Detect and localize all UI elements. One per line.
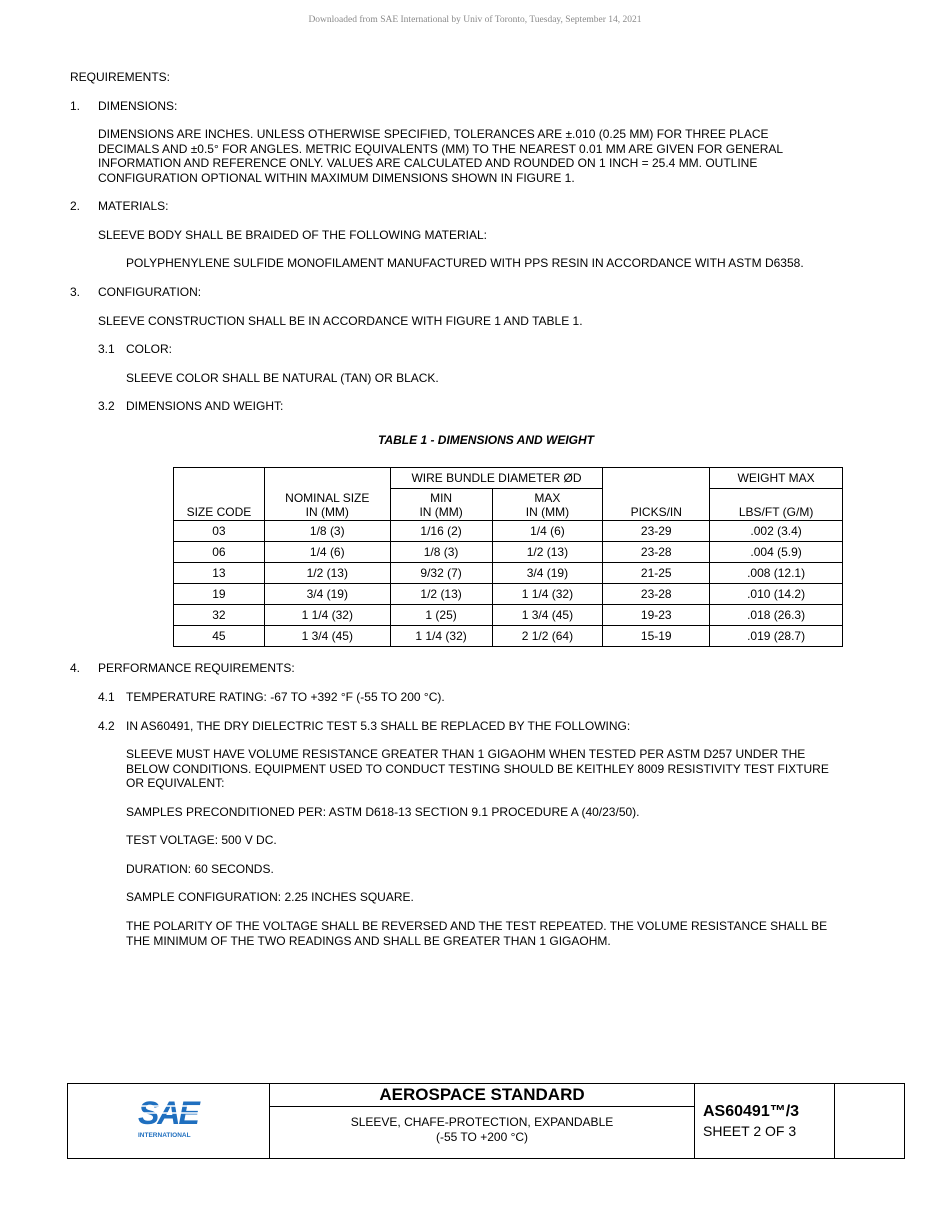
- nominal-size-header-line-1: NOMINAL SIZE: [285, 491, 370, 505]
- logo-cell: [68, 1084, 270, 1158]
- test-voltage-text: TEST VOLTAGE: 500 V DC.: [126, 833, 277, 847]
- size-code-header: SIZE CODE: [174, 489, 265, 521]
- section-1-number: 1.: [70, 99, 81, 113]
- polarity-line: THE POLARITY OF THE VOLTAGE SHALL BE REVERSED AND THE TEST REPEATED. THE VOLUME RESISTANCE SHALL BE: [126, 919, 828, 933]
- table-row: [174, 626, 843, 647]
- weight-unit-header: LBS/FT (G/M): [710, 489, 843, 521]
- section-1-title: DIMENSIONS:: [98, 99, 178, 113]
- logo-text: SAE: [138, 1095, 198, 1131]
- nominal-size-header: [264, 489, 390, 521]
- logo-subtext: INTERNATIONAL: [138, 1132, 191, 1139]
- volume-resistance-line: BELOW CONDITIONS. EQUIPMENT USED TO CONDUCT TESTING SHOULD BE KEITHLEY 8009 RESISTIVITY TEST FIXTURE: [126, 761, 829, 776]
- section-3-1-text: SLEEVE COLOR SHALL BE NATURAL (TAN) OR BLACK.: [126, 371, 439, 385]
- download-watermark: Downloaded from SAE International by Univ of Toronto, Tuesday, September 14, 2021: [308, 15, 642, 25]
- section-4-1-number: 4.1: [98, 690, 115, 704]
- nominal-size-cell: 1 1/4 (32): [264, 605, 390, 626]
- title-block: [67, 1083, 905, 1159]
- section-3-1-number: 3.1: [98, 342, 115, 356]
- header-cell: [174, 468, 265, 489]
- nominal-size-cell: 1/2 (13): [264, 563, 390, 584]
- sample-config-text: SAMPLE CONFIGURATION: 2.25 INCHES SQUARE.: [126, 890, 414, 904]
- sae-logo-icon: [136, 1094, 206, 1142]
- size-code-cell: 45: [174, 626, 265, 647]
- table-row: [174, 542, 843, 563]
- document-subtitle: [270, 1115, 694, 1145]
- volume-resistance-line: SLEEVE MUST HAVE VOLUME RESISTANCE GREATER THAN 1 GIGAOHM WHEN TESTED PER ASTM D257 UNDER THE: [126, 747, 806, 761]
- section-2-text: SLEEVE BODY SHALL BE BRAIDED OF THE FOLLOWING MATERIAL:: [98, 228, 487, 242]
- section-3-2-number: 3.2: [98, 399, 115, 413]
- section-2-title: MATERIALS:: [98, 199, 169, 213]
- section-3-text: SLEEVE CONSTRUCTION SHALL BE IN ACCORDANCE WITH FIGURE 1 AND TABLE 1.: [98, 314, 583, 328]
- picks-cell: 23-28: [603, 584, 710, 605]
- min-header-line-2: IN (MM): [419, 505, 463, 519]
- section-3-1-title: COLOR:: [126, 342, 173, 356]
- section-1-line: CONFIGURATION OPTIONAL WITHIN MAXIMUM DIMENSIONS SHOWN IN FIGURE 1.: [98, 170, 575, 185]
- section-1-body: [98, 127, 783, 185]
- min-cell: 1 (25): [390, 605, 492, 626]
- picks-cell: 23-28: [603, 542, 710, 563]
- table-row: [174, 521, 843, 542]
- section-4-number: 4.: [70, 661, 81, 675]
- max-cell: 1/2 (13): [492, 542, 603, 563]
- weight-cell: .002 (3.4): [710, 521, 843, 542]
- min-cell: 9/32 (7): [390, 563, 492, 584]
- weight-max-header: WEIGHT MAX: [710, 468, 843, 489]
- section-3-number: 3.: [70, 285, 81, 299]
- min-cell: 1/8 (3): [390, 542, 492, 563]
- picks-cell: 23-29: [603, 521, 710, 542]
- picks-header: PICKS/IN: [603, 489, 710, 521]
- nominal-size-cell: 1/8 (3): [264, 521, 390, 542]
- section-4-2-number: 4.2: [98, 719, 115, 733]
- table-row: [174, 563, 843, 584]
- header-cell: [603, 468, 710, 489]
- max-header: [492, 489, 603, 521]
- section-4-title: PERFORMANCE REQUIREMENTS:: [98, 661, 295, 675]
- table-row: [174, 584, 843, 605]
- section-2-number: 2.: [70, 199, 81, 213]
- min-cell: 1 1/4 (32): [390, 626, 492, 647]
- section-4-2-text: IN AS60491, THE DRY DIELECTRIC TEST 5.3 SHALL BE REPLACED BY THE FOLLOWING:: [126, 719, 631, 733]
- size-code-cell: 13: [174, 563, 265, 584]
- max-cell: 3/4 (19): [492, 563, 603, 584]
- doc-number-cell: [695, 1084, 835, 1158]
- wire-bundle-header: WIRE BUNDLE DIAMETER ØD: [390, 468, 603, 489]
- table-row: [174, 605, 843, 626]
- min-cell: 1/2 (13): [390, 584, 492, 605]
- max-header-line-2: IN (MM): [525, 505, 570, 519]
- weight-cell: .004 (5.9): [710, 542, 843, 563]
- max-cell: 1/4 (6): [492, 521, 603, 542]
- weight-cell: .018 (26.3): [710, 605, 843, 626]
- requirements-heading: REQUIREMENTS:: [70, 70, 171, 84]
- section-1-line: DECIMALS AND ±0.5° FOR ANGLES. METRIC EQUIVALENTS (MM) TO THE NEAREST 0.01 MM ARE GIVEN FOR GENERAL: [98, 141, 784, 156]
- picks-cell: 19-23: [603, 605, 710, 626]
- section-1-line: DIMENSIONS ARE INCHES. UNLESS OTHERWISE SPECIFIED, TOLERANCES ARE ±.010 (0.25 MM) FOR THREE PLACE: [98, 127, 769, 141]
- section-3-title: CONFIGURATION:: [98, 285, 202, 299]
- picks-cell: 15-19: [603, 626, 710, 647]
- duration-text: DURATION: 60 SECONDS.: [126, 862, 274, 876]
- size-code-cell: 19: [174, 584, 265, 605]
- standard-title: AEROSPACE STANDARD: [270, 1084, 694, 1107]
- section-3-2-title: DIMENSIONS AND WEIGHT:: [126, 399, 284, 413]
- header-cell: [264, 468, 390, 489]
- size-code-cell: 06: [174, 542, 265, 563]
- subtitle-line-1: SLEEVE, CHAFE-PROTECTION, EXPANDABLE: [350, 1115, 614, 1129]
- size-code-cell: 32: [174, 605, 265, 626]
- section-2-material: POLYPHENYLENE SULFIDE MONOFILAMENT MANUFACTURED WITH PPS RESIN IN ACCORDANCE WITH ASTM D6358.: [126, 256, 804, 270]
- picks-cell: 21-25: [603, 563, 710, 584]
- max-cell: 1 3/4 (45): [492, 605, 603, 626]
- min-cell: 1/16 (2): [390, 521, 492, 542]
- volume-resistance-paragraph: [126, 747, 829, 791]
- table-caption: TABLE 1 - DIMENSIONS AND WEIGHT: [378, 433, 594, 447]
- polarity-paragraph: [126, 919, 827, 948]
- title-cell: [270, 1084, 695, 1158]
- sheet-number: SHEET 2 OF 3: [703, 1123, 797, 1139]
- max-cell: 2 1/2 (64): [492, 626, 603, 647]
- section-1-line: INFORMATION AND REFERENCE ONLY. VALUES ARE CALCULATED AND ROUNDED ON 1 INCH = 25.4 MM. OUTLINE: [98, 156, 758, 170]
- document-number: AS60491™/3: [703, 1103, 800, 1120]
- polarity-line: THE MINIMUM OF THE TWO READINGS AND SHALL BE GREATER THAN 1 GIGAOHM.: [126, 933, 611, 948]
- subtitle-line-2: (-55 TO +200 °C): [435, 1130, 529, 1144]
- min-header-line-1: MIN: [430, 491, 453, 505]
- volume-resistance-line: OR EQUIVALENT:: [126, 776, 225, 790]
- weight-cell: .010 (14.2): [710, 584, 843, 605]
- nominal-size-cell: 1/4 (6): [264, 542, 390, 563]
- weight-cell: .019 (28.7): [710, 626, 843, 647]
- dimensions-table: [173, 467, 843, 647]
- size-code-cell: 03: [174, 521, 265, 542]
- nominal-size-cell: 1 3/4 (45): [264, 626, 390, 647]
- max-header-line-1: MAX: [534, 491, 561, 505]
- nominal-size-header-line-2: IN (MM): [305, 505, 349, 519]
- nominal-size-cell: 3/4 (19): [264, 584, 390, 605]
- samples-text: SAMPLES PRECONDITIONED PER: ASTM D618-13 SECTION 9.1 PROCEDURE A (40/23/50).: [126, 805, 640, 819]
- weight-cell: .008 (12.1): [710, 563, 843, 584]
- max-cell: 1 1/4 (32): [492, 584, 603, 605]
- section-4-1-text: TEMPERATURE RATING: -67 TO +392 °F (-55 TO 200 °C).: [126, 690, 445, 704]
- min-header: [390, 489, 492, 521]
